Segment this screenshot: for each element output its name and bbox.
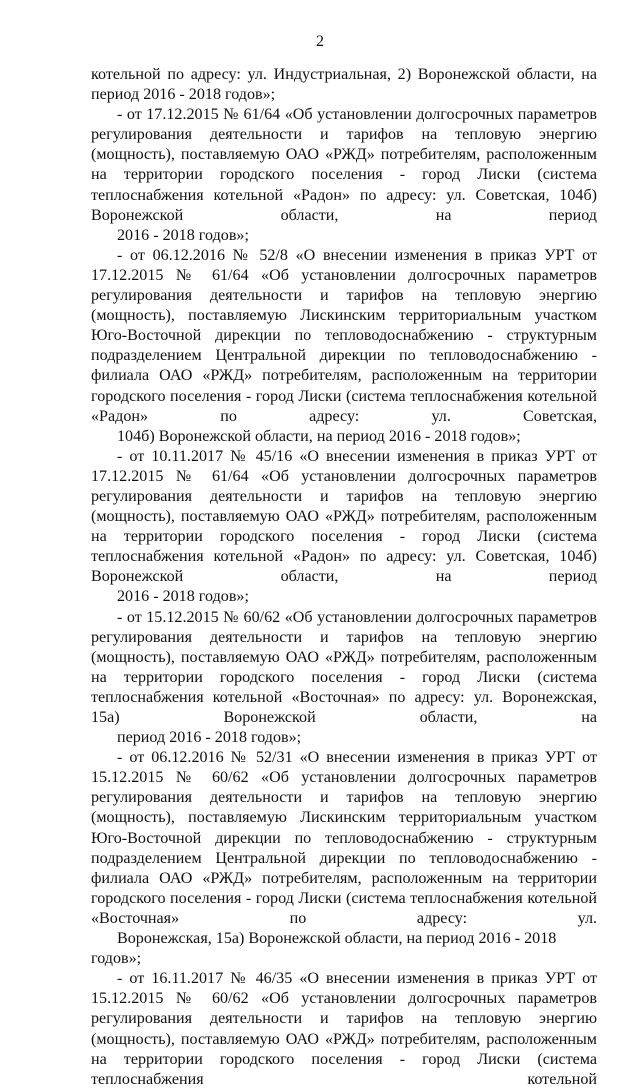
paragraph-last-line: 104б) Воронежской области, на период 2016 - 2018 годов»;	[117, 427, 521, 445]
paragraph-continuation	[91, 65, 597, 105]
paragraph-text: - от 15.12.2015 № 60/62 «Об установлении долгосрочных параметров регулирования деятельности и тарифов на тепловую энергию (мощность), поставляемую ОАО «РЖД» потребителям, расположенным на территории городского поселения - город Лиски (система теплоснабжения котельной «Восточная» по адресу: ул. Воронежская, 15а) Воронежской области, на	[91, 608, 597, 726]
paragraph-last-line: 2016 - 2018 годов»;	[117, 226, 249, 244]
paragraph-order-61-64	[91, 105, 597, 246]
paragraph-text: - от 10.11.2017 № 45/16 «О внесении изменения в приказ УРТ от 17.12.2015 № 61/64 «Об установлении долгосрочных параметров регулирования деятельности и тарифов на тепловую энергию (мощность), поставляемую ОАО «РЖД» потребителям, расположенным на территории городского поселения - город Лиски (система теплоснабжения котельной «Радон» по адресу: ул. Советская, 104б) Воронежской области, на период	[91, 447, 597, 586]
paragraph-last-line: период 2016 - 2018 годов»;	[117, 729, 302, 747]
paragraph-order-52-8	[91, 246, 597, 447]
page-number: 2	[316, 33, 324, 50]
paragraph-last-line: период 2016 - 2018 годов»;	[91, 86, 276, 104]
paragraph-last-line: Воронежская, 15а) Воронежской области, на период 2016 - 2018 годов»;	[91, 930, 557, 968]
paragraph-text: - от 06.12.2016 № 52/31 «О внесении изменения в приказ УРТ от 15.12.2015 № 60/62 «Об установлении долгосрочных параметров регулирования деятельности и тарифов на тепловую энергию (мощность), поставляемую Лискинским территориальным участком Юго-Восточной дирекции по тепловодоснабжению - структурным подразделением Центральной дирекции по тепловодоснабжению - филиала ОАО «РЖД» потребителям, расположенным на территории городского поселения - город Лиски (система теплоснабжения котельной «Восточная» по адресу: ул.	[91, 749, 597, 927]
paragraph-order-60-62	[91, 608, 597, 749]
paragraph-order-46-35	[91, 969, 597, 1090]
paragraph-text: котельной по адресу: ул. Индустриальная, 2) Воронежской области, на	[91, 66, 597, 83]
paragraph-order-45-16	[91, 447, 597, 608]
document-body	[91, 65, 597, 1090]
paragraph-last-line: 2016 - 2018 годов»;	[117, 588, 249, 606]
paragraph-text: - от 16.11.2017 № 46/35 «О внесении изменения в приказ УРТ от 15.12.2015 № 60/62 «Об установлении долгосрочных параметров регулирования деятельности и тарифов на тепловую энергию (мощность), поставляемую ОАО «РЖД» потребителям, расположенным на территории городского поселения - город Лиски (система теплоснабжения котельной	[91, 970, 597, 1088]
paragraph-order-52-31	[91, 748, 597, 969]
paragraph-text: - от 06.12.2016 № 52/8 «О внесении изменения в приказ УРТ от 17.12.2015 № 61/64 «Об установлении долгосрочных параметров регулирования деятельности и тарифов на тепловую энергию (мощность), поставляемую Лискинским территориальным участком Юго-Восточной дирекции по тепловодоснабжению - структурным подразделением Центральной дирекции по тепловодоснабжению - филиала ОАО «РЖД» потребителям, расположенным на территории городского поселения - город Лиски (система теплоснабжения котельной «Радон» по адресу: ул. Советская,	[91, 246, 597, 425]
paragraph-text: - от 17.12.2015 № 61/64 «Об установлении долгосрочных параметров регулирования деятельности и тарифов на тепловую энергию (мощность), поставляемую ОАО «РЖД» потребителям, расположенным на территории городского поселения - город Лиски (система теплоснабжения котельной «Радон» по адресу: ул. Советская, 104б) Воронежской области, на период	[91, 106, 597, 224]
